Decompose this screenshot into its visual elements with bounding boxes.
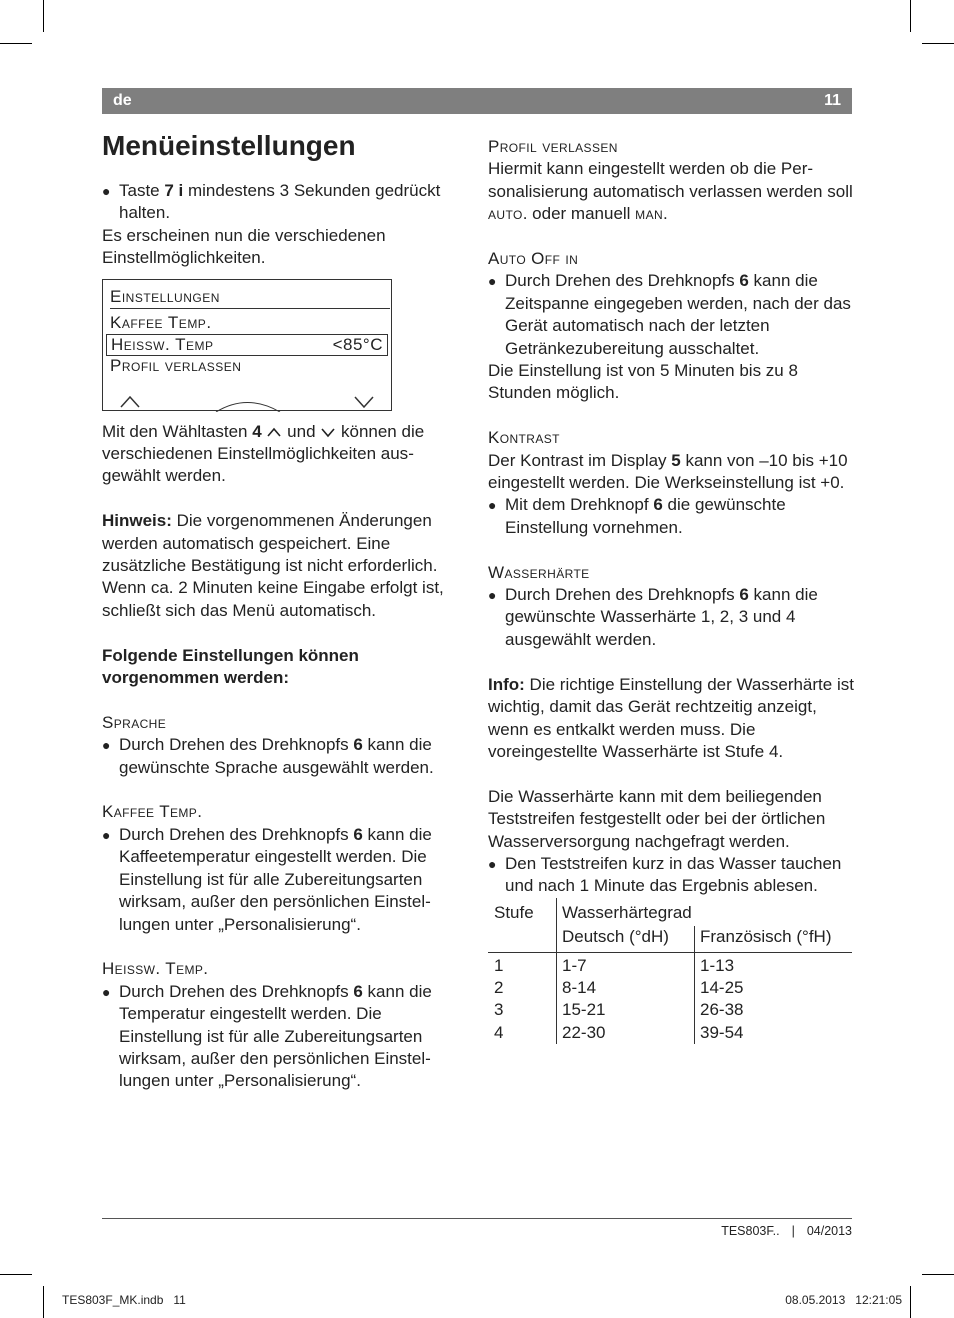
up-arrow-icon: [121, 397, 139, 407]
header-bar: [102, 88, 852, 114]
crop-mark: [922, 43, 954, 44]
teststreifen-text: Die Wasserhärte kann mit dem beiliegenden Teststreifen festgestellt oder bei der örtlichen Wasserversorgung nachgefragt werden.: [488, 786, 826, 851]
crop-mark: [910, 0, 911, 32]
section-heading-profil: Profil verlassen: [488, 137, 618, 156]
list-item: ● Den Teststreifen kurz in das Wasser tauchen und nach 1 Minute das Ergebnis ablesen.: [488, 853, 854, 898]
water-hardness-table: [488, 898, 852, 1044]
right-column: [488, 136, 854, 1044]
kontrast-text: Der Kontrast im Display 5 kann von –10 bis +10 eingestellt werden. Die Werkseinstellung ist +0.: [488, 450, 848, 493]
list-item: ● Durch Drehen des Drehknopfs 6 kann die gewünschte Sprache ausgewählt werden.: [102, 734, 464, 779]
section-heading-heissw-temp: Heissw. Temp.: [102, 959, 209, 979]
table-header: Stufe: [494, 902, 534, 922]
display-line: Profil verlassen: [110, 355, 242, 375]
table-header: Deutsch (°dH): [557, 926, 695, 952]
crop-mark: [922, 1274, 954, 1275]
section-heading-kontrast: Kontrast: [488, 428, 560, 448]
info-text: Info: Die richtige Einstellung der Wasserhärte ist wichtig, damit das Gerät rechtzeitig anzeigt, wenn es entkalkt werden muss. Die voreingestellte Wasserhärte ist Stufe 4.: [488, 674, 854, 761]
table-cell: 1-7 8-14 15-21 22-30: [557, 952, 695, 1044]
section-heading-sprache: Sprache: [102, 712, 167, 732]
list-item: ● Taste 7 i mindestens 3 Sekunden gedrückt halten.: [102, 180, 464, 225]
display-value: <85°C: [332, 334, 383, 354]
display-decoration: [103, 280, 393, 412]
list-item: ● Durch Drehen des Drehknopfs 6 kann die Kaffeetemperatur eingestellt werden. Die Einstellung ist für alle Zubereitungsarten wirksam, außer den persönlichen Einstellungen unter „Personalisierung“.: [102, 824, 464, 936]
down-arrow-icon: [320, 426, 336, 438]
auto-off-range: Die Einstellung ist von 5 Minuten bis zu 8 Stunden möglich.: [488, 361, 798, 403]
crop-mark: [0, 1274, 32, 1275]
section-intro: Folgende Einstellungen können vorgenommen werden:: [102, 645, 359, 688]
crop-mark: [43, 0, 44, 32]
display-line-selected: Heissw. Temp <85°C: [106, 334, 388, 356]
note-text: Hinweis: Die vorgenommenen Änderungen werden automatisch gespeichert. Eine zusätzliche Bestätigung ist nicht erforderlich. Wenn ca. 2 Minuten keine Eingabe erfolgt ist, schließt sich das Menü automatisch.: [102, 511, 444, 620]
table-cell: 1 2 3 4: [494, 955, 504, 1042]
footer-doc-info: TES803F.. | 04/2013: [721, 1224, 852, 1238]
footer-divider: [102, 1218, 852, 1219]
intro-text: Es erscheinen nun die verschiedenen Einstellmöglichkeiten.: [102, 225, 386, 268]
crop-mark: [0, 43, 32, 44]
down-arrow-icon: [355, 397, 373, 407]
crop-mark: [910, 1286, 911, 1318]
page-title: Menüeinstellungen: [102, 130, 356, 161]
crop-mark: [43, 1286, 44, 1318]
table-cell: 1-13 14-25 26-38 39-54: [695, 952, 853, 1044]
list-item: ● Mit dem Drehknopf 6 die gewünschte Einstellung vornehmen.: [488, 494, 854, 539]
page-number: 11: [824, 92, 841, 109]
left-column: [102, 180, 464, 1093]
up-arrow-icon: [266, 426, 282, 438]
profil-text: Hiermit kann eingestellt werden ob die Personalisierung automatisch verlassen werden soll auto. oder manuell man.: [488, 159, 853, 224]
display-line: Kaffee Temp.: [110, 312, 212, 332]
section-heading-auto-off: Auto Off in: [488, 249, 579, 269]
list-item: ● Durch Drehen des Drehknopfs 6 kann die gewünschte Wasserhärte 1, 2, 3 und 4 ausgewählt werden.: [488, 584, 854, 651]
section-heading-wasserhaerte: Wasserhärte: [488, 562, 590, 582]
language-code: de: [113, 92, 132, 109]
selector-text: Mit den Wähltasten 4 und können die verschiedenen Einstellmöglichkeiten ausgewählt werden.: [102, 421, 425, 486]
display-title: Einstellungen: [110, 286, 390, 309]
table-header: Französisch (°fH): [695, 926, 853, 952]
list-item: ● Durch Drehen des Drehknopfs 6 kann die Zeitspanne eingegeben werden, nach der das Gerät automatisch nach der letzten Getränkezubereitung ausschaltet.: [488, 270, 854, 360]
slug-file: TES803F_MK.indb 11: [62, 1293, 186, 1307]
section-heading-kaffee-temp: Kaffee Temp.: [102, 802, 203, 822]
table-header: Wasserhärtegrad: [557, 898, 853, 926]
list-item: ● Durch Drehen des Drehknopfs 6 kann die Temperatur eingestellt werden. Die Einstellung ist für alle Zubereitungsarten wirksam, außer den persönlichen Einstellungen unter „Personalisierung“.: [102, 981, 464, 1093]
display-screen: [102, 279, 392, 411]
slug-timestamp: 08.05.2013 12:21:05: [785, 1293, 902, 1307]
knob-arc: [216, 402, 280, 412]
